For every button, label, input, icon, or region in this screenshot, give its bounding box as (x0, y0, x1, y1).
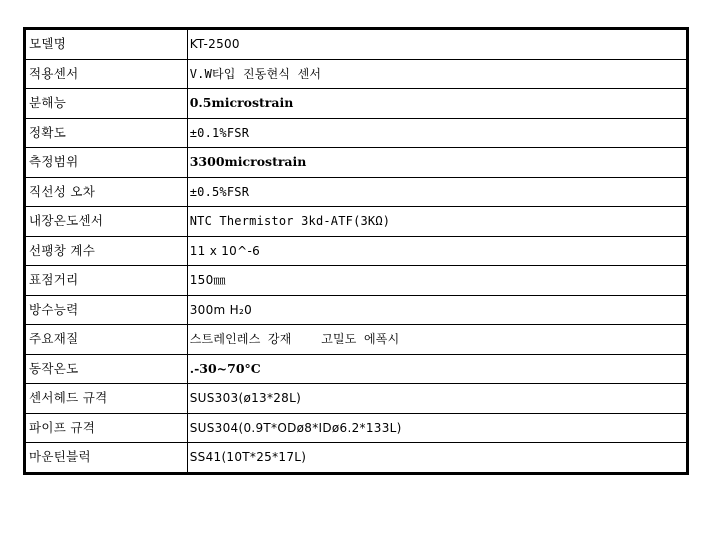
table-row (25, 177, 688, 207)
row-label: 마운틴블럭 (25, 443, 188, 474)
row-label: 정확도 (25, 118, 188, 148)
row-label: 모델명 (25, 29, 188, 60)
row-value: 3300microstrain (187, 148, 687, 178)
table-row (25, 148, 688, 178)
row-label: 방수능력 (25, 295, 188, 325)
row-value: KT-2500 (187, 29, 687, 60)
row-value: 11 x 10^-6 (187, 236, 687, 266)
table-row (25, 89, 688, 119)
table-row (25, 413, 688, 443)
row-label: 선팽창 계수 (25, 236, 188, 266)
table-row (25, 384, 688, 414)
row-value: V.W타입 진동현식 센서 (187, 59, 687, 89)
row-value: SS41(10T*25*17L) (187, 443, 687, 474)
row-value: ±0.1%FSR (187, 118, 687, 148)
table-row (25, 354, 688, 384)
table-row (25, 295, 688, 325)
row-value: SUS304(0.9T*ODø8*IDø6.2*133L) (187, 413, 687, 443)
row-label: 표점거리 (25, 266, 188, 296)
row-value: SUS303(ø13*28L) (187, 384, 687, 414)
row-value: 300m H₂0 (187, 295, 687, 325)
table-row (25, 118, 688, 148)
row-label: 파이프 규격 (25, 413, 188, 443)
table-row (25, 236, 688, 266)
row-label: 동작온도 (25, 354, 188, 384)
row-label: 적용센서 (25, 59, 188, 89)
spec-table (23, 27, 689, 475)
table-row (25, 207, 688, 237)
row-value: .-30~70°C (187, 354, 687, 384)
row-label: 분해능 (25, 89, 188, 119)
row-value: 스트레인레스 강재 고밀도 에폭시 (187, 325, 687, 355)
table-row (25, 59, 688, 89)
table-row (25, 443, 688, 474)
row-label: 직선성 오차 (25, 177, 188, 207)
row-value: 150㎜ (187, 266, 687, 296)
table-row (25, 325, 688, 355)
table-row (25, 266, 688, 296)
row-label: 측정범위 (25, 148, 188, 178)
row-label: 내장온도센서 (25, 207, 188, 237)
table-row (25, 29, 688, 60)
row-value: 0.5microstrain (187, 89, 687, 119)
row-label: 센서헤드 규격 (25, 384, 188, 414)
row-value: NTC Thermistor 3kd-ATF(3KΩ) (187, 207, 687, 237)
row-label: 주요재질 (25, 325, 188, 355)
row-value: ±0.5%FSR (187, 177, 687, 207)
